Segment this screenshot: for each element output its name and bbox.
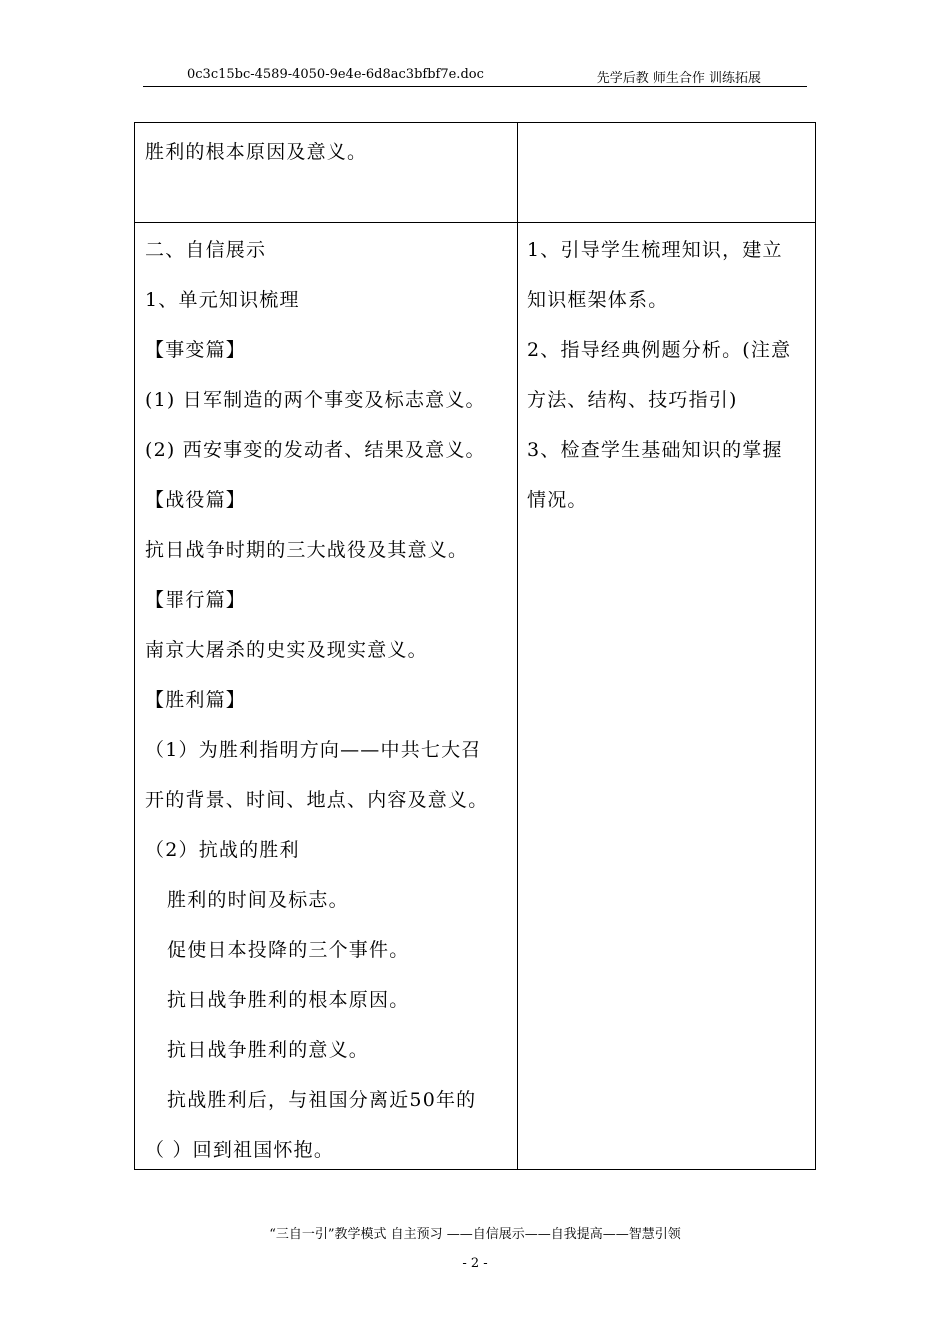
column-divider	[517, 123, 518, 1169]
fill-in-blank-line: （ ）回到祖国怀抱。	[145, 1139, 335, 1161]
text-line: （2）抗战的胜利	[145, 839, 300, 861]
subsection-heading: 1、单元知识梳理	[145, 289, 300, 311]
lesson-table	[134, 122, 816, 1170]
text-line: 2、指导经典例题分析。(注意	[527, 339, 792, 361]
text-line: 开的背景、时间、地点、内容及意义。	[145, 789, 489, 811]
text-line: 抗日战争胜利的根本原因。	[167, 989, 410, 1011]
text-line: 情况。	[527, 489, 588, 511]
text-line: 抗战胜利后，与祖国分离近50年的	[167, 1089, 477, 1111]
row-divider	[135, 222, 815, 223]
topic-heading: 【胜利篇】	[145, 689, 247, 711]
text-line: (1) 日军制造的两个事变及标志意义。	[145, 389, 486, 411]
text-line: 南京大屠杀的史实及现实意义。	[145, 639, 428, 661]
section-heading: 二、自信展示	[145, 239, 267, 261]
text-line: 胜利的根本原因及意义。	[145, 141, 368, 163]
text-line: 促使日本投降的三个事件。	[167, 939, 410, 961]
header-motto: 先学后教 师生合作 训练拓展	[596, 71, 761, 86]
text-line: 1、引导学生梳理知识，建立	[527, 239, 783, 261]
text-line: 方法、结构、技巧指引)	[527, 389, 738, 411]
cell-teacher-guidance	[527, 225, 791, 525]
cell-top-left	[145, 127, 367, 177]
page-footer: “三自一引”教学模式 自主预习 ——自信展示——自我提高——智慧引领	[269, 1227, 681, 1242]
text-line: 抗日战争时期的三大战役及其意义。	[145, 539, 469, 561]
text-line: 知识框架体系。	[527, 289, 669, 311]
text-line: (2) 西安事变的发动者、结果及意义。	[145, 439, 486, 461]
text-line: （1）为胜利指明方向——中共七大召	[145, 739, 482, 761]
cell-content-outline	[145, 225, 488, 1175]
text-line: 3、检查学生基础知识的掌握	[527, 439, 783, 461]
topic-heading: 【罪行篇】	[145, 589, 247, 611]
document-filename: 0c3c15bc-4589-4050-9e4e-6d8ac3bfbf7e.doc	[187, 67, 484, 82]
text-line: 胜利的时间及标志。	[167, 889, 349, 911]
topic-heading: 【战役篇】	[145, 489, 247, 511]
page-number: - 2 -	[462, 1256, 488, 1271]
page-header	[143, 64, 807, 87]
topic-heading: 【事变篇】	[145, 339, 247, 361]
text-line: 抗日战争胜利的意义。	[167, 1039, 370, 1061]
